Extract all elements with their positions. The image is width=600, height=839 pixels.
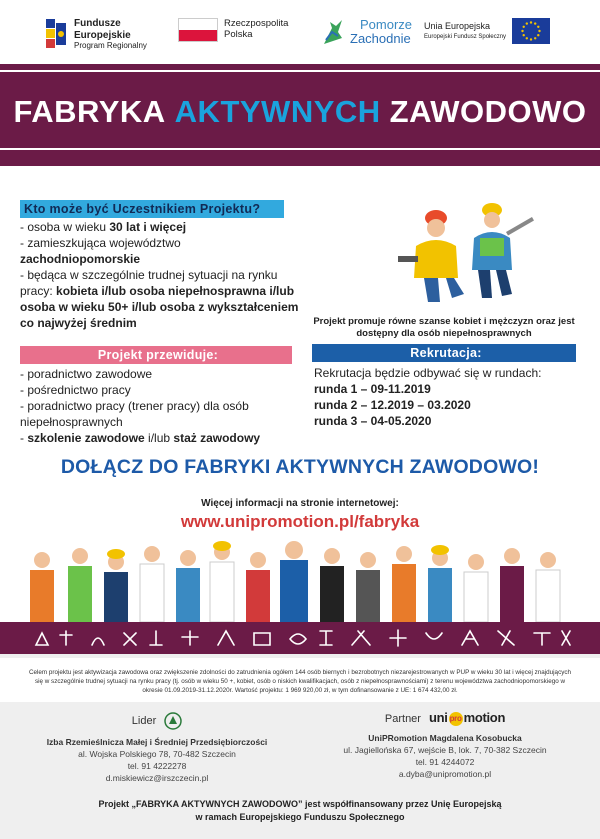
eu-logo-line2: Europejski Fundusz Społeczny — [424, 34, 507, 41]
workers-illustration — [388, 198, 568, 304]
who-item: - będąca w szczególnie trudnej sytuacji na rynku pracy: kobieta i/lub osoba niepełnosprawna i/lub osoba w wieku 50+ i/lub osoba z wykształceniem co najwyżej średnim — [20, 268, 299, 330]
plan-heading: Projekt przewiduje: — [20, 346, 292, 364]
partner-email[interactable]: a.dyba@unipromotion.pl — [398, 769, 492, 779]
title-part3: ZAWODOWO — [389, 94, 587, 129]
partner-address: ul. Jagiellońska 67, wejście B, lok. 7, 70-382 Szczecin — [343, 745, 547, 755]
recruitment-section — [314, 365, 580, 429]
brand-part-b: pro — [449, 712, 463, 726]
pomorze-logo-line1: Pomorze — [360, 17, 413, 33]
poland-logo-line1: Rzeczpospolita — [224, 18, 289, 30]
poland-logo-line2: Polska — [224, 29, 253, 40]
contact-section — [0, 702, 600, 839]
who-item: - zamieszkująca województwo zachodniopomorskie — [20, 236, 181, 266]
brand-part-c: motion — [463, 710, 506, 725]
leader-address: al. Wojska Polskiego 78, 70-482 Szczecin — [78, 749, 236, 759]
who-item: - osoba w wieku 30 lat i więcej — [20, 220, 187, 234]
cofinancing-note — [0, 798, 600, 824]
poland-flag-icon — [178, 18, 218, 42]
recruitment-round: runda 3 – 04-05.2020 — [314, 414, 432, 428]
title-part1: FABRYKA — [13, 94, 166, 129]
join-headline: DOŁĄCZ DO FABRYKI AKTYWNYCH ZAWODOWO! — [60, 456, 540, 478]
poland-logo — [178, 18, 288, 42]
plan-item: - poradnictwo pracy (trener pracy) dla osób niepełnosprawnych — [20, 399, 249, 429]
cofinancing-line2: w ramach Europejskiego Funduszu Społecznego — [195, 812, 405, 822]
leader-role: Lider — [131, 715, 157, 727]
leader-email[interactable]: d.miskiewicz@irszczecin.pl — [105, 773, 209, 783]
partner-block — [300, 712, 590, 780]
plan-item: - pośrednictwo pracy — [20, 383, 131, 397]
project-footnote: Celem projektu jest aktywizacja zawodowa oraz zwiększenie zdolności do zatrudnienia ogółem 144 osób biernych i bezrobotnych niezarejestrowanych w PUP w wieku 30 lat i więcej znajdujących się w szczególnie trudnej sytuacji na rynku pracy (tj. osób w wieku 50 +, kobiet, osób o niskich kwalifikacjach, osób z niepełnosprawnościami) z terenu województwa zachodniopomorskiego w okresie 01.09.2019-31.12.2020r. Wartość projektu: 1 969 920,00 zł, w tym dofinansowanie z UE: 1 674 432,00 zł. — [28, 669, 572, 694]
title-part2: AKTYWNYCH — [174, 94, 381, 129]
more-info-label: Więcej informacji na stronie internetowej: — [201, 498, 399, 509]
professions-crowd-illustration — [22, 540, 578, 622]
who-heading: Kto może być Uczestnikiem Projektu? — [20, 200, 284, 218]
plan-list — [20, 366, 306, 446]
funds-star-icon — [46, 19, 68, 49]
guild-emblem-icon — [164, 712, 182, 730]
brand-part-a: uni — [428, 710, 448, 725]
who-list — [20, 219, 300, 331]
eu-flag-icon — [512, 18, 550, 44]
partner-name: UniPRomotion Magdalena Kosobucka — [368, 733, 522, 743]
pomorze-logo — [320, 18, 412, 46]
page-title — [0, 94, 600, 130]
pomorze-logo-line2: Zachodnie — [350, 31, 411, 46]
funds-logo-line2: Europejskie — [74, 29, 131, 41]
funds-logo-line1: Fundusze — [74, 18, 121, 29]
leader-name: Izba Rzemieślnicza Małej i Średniej Przedsiębiorczości — [46, 737, 268, 747]
recruitment-intro: Rekrutacja będzie odbywać się w rundach: — [314, 366, 542, 380]
funds-logo-line3: Program Regionalny — [74, 41, 147, 50]
equal-opportunity-text: Projekt promuje równe szanse kobiet i mężczyzn oraz jest dostępny dla osób niepełnosprawnych — [313, 316, 575, 339]
logo-strip — [0, 0, 600, 62]
leader-phone: tel. 91 4222278 — [127, 761, 187, 771]
recruitment-heading: Rekrutacja: — [312, 344, 576, 362]
crowd-figures — [30, 541, 560, 622]
pomorze-leaf-icon — [320, 18, 344, 46]
recruitment-round: runda 1 – 09-11.2019 — [314, 382, 431, 396]
plan-item: - szkolenie zawodowe i/lub staż zawodowy — [20, 431, 261, 445]
tools-band — [0, 622, 600, 654]
website-link[interactable]: www.unipromotion.pl/fabryka — [180, 512, 420, 531]
partner-role: Partner — [384, 713, 421, 725]
partner-phone: tel. 91 4244072 — [415, 757, 475, 767]
leader-block — [12, 712, 302, 784]
title-banner — [0, 64, 600, 166]
recruitment-round: runda 2 – 12.2019 – 03.2020 — [314, 398, 471, 412]
plan-item: - poradnictwo zawodowe — [20, 367, 153, 381]
tools-icon-row — [32, 627, 572, 649]
unipromotion-logo — [429, 712, 505, 726]
eu-logo-line1: Unia Europejska — [424, 20, 491, 31]
funds-logo — [46, 18, 147, 50]
cofinancing-line1: Projekt „FABRYKA AKTYWNYCH ZAWODOWO” jest współfinansowany przez Unię Europejską — [98, 799, 502, 809]
eu-logo — [424, 18, 550, 44]
